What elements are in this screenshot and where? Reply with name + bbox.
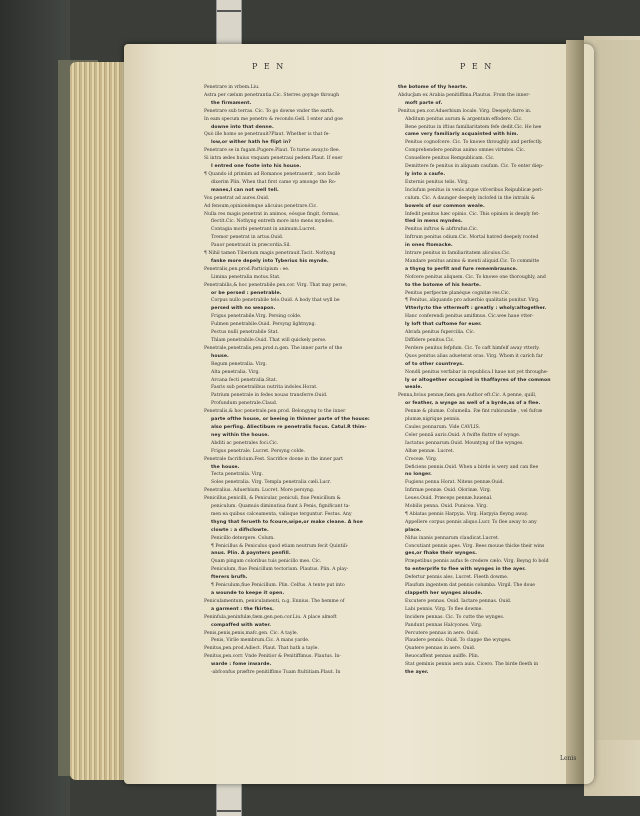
dictionary-line: to the botome of his hearte. [405, 282, 481, 288]
dictionary-line: Appellere corpus pennis aliquo.Lucr. To flee away to any [405, 519, 537, 525]
dictionary-line: Thlam penetrabile.Ouid. That will quickely perse. [211, 338, 327, 343]
dictionary-line: ¶ Penitus, aliquando pro aduerbio qualitatis ponitur. Virg. [405, 298, 540, 304]
dictionary-line: Comprehendere penitus animo omnes virtutes. Cic. [405, 148, 526, 154]
dictionary-line: also perfing. Aliectibum re penetralis focus. Catul.R thim- [211, 424, 367, 430]
dictionary-line: Contagia morbi penetrant in animum.Lucret. [211, 227, 316, 233]
dictionary-line: Penitus cognofcere. Cic. To knowe throughly and perfectly. [405, 140, 543, 146]
dictionary-line: ¶ Penicillus & Peniculus quod etiam neutrum fecit Quintili- [211, 543, 349, 549]
dictionary-line: Frigus penetrale. Lucret. Persyng colde. [211, 448, 306, 454]
page-edges [70, 62, 128, 780]
dictionary-line: Penitus inftrus & abftrufus.Cic. [405, 227, 479, 233]
dictionary-line: ¶ Nihil tamen Tiberium magis penetrauit.Tacit. Nothyng [204, 251, 336, 257]
dictionary-line: Abducʃam ex Arabia penitiffima.Plautus. From the inner- [398, 92, 530, 98]
dictionary-line: a woundе to keepe it open. [211, 591, 285, 596]
dictionary-line: Quos penitus alias adueterat oras. Virg. Whom it carich far [405, 353, 543, 359]
dictionary-line: ¶ Ablatas pennis Harpyia. Virg. Harpyia fleyng away. [405, 511, 529, 517]
dictionary-line: Diffidere penitus.Cic. [405, 338, 455, 343]
dictionary-line: weale. [405, 385, 423, 391]
running-head-right: P E N [460, 62, 494, 71]
dictionary-line: warde : fome inwarde. [211, 662, 272, 668]
dictionary-line: Incidere pennas. Cic. To cutte the wynges. [405, 614, 505, 620]
dictionary-line: Corpus nullo penetrabile telo.Ouid. A body that wyll be [211, 298, 340, 304]
dictionary-line: Plaufum ingentem dat pennis columba. Virgil. The doue [405, 583, 536, 589]
dictionary-line: Penis, Virile membrum.Cic. A mans yarde. [211, 638, 310, 644]
dictionary-line: ges,or fhake their wynges. [405, 551, 477, 557]
dictionary-line: Peniculum, fiue Penicillum tectorium. Plautus. Plin. A play- [211, 567, 349, 573]
dictionary-line: flectit.Cic. Nothyng entreth more into mens myndes. [211, 219, 334, 225]
dictionary-line: Perdere penitus fefpfum. Cic. To caft himfelf away vtterly. [405, 345, 540, 351]
dictionary-line: Intrare penitus in familiaritatem alicuius.Cic. [405, 251, 511, 257]
dictionary-line: Deficiens pennis.Ouid. When a birde is wery and can flee [405, 464, 539, 470]
dictionary-line: ly loft that cuftome for euer. [405, 322, 482, 328]
dictionary-line: Pectus nulli penetrabile Stat. [211, 330, 279, 336]
dictionary-line: Penis,penis,penis,mafc.gen. Cic. A tayle. [204, 630, 299, 636]
dictionary-line: Nondū penitus verfabar in republica.I haue not yet throughe- [405, 369, 549, 375]
dictionary-line: fanke more depely into Tyberius his mynde. [211, 258, 329, 264]
dictionary-line: came very familiarly acquainted with him. [405, 132, 519, 138]
catchword: Lenis [560, 755, 577, 762]
dictionary-line: I entred one foote into his house. [211, 164, 302, 170]
dictionary-line: moft parte of. [405, 100, 443, 106]
dictionary-line: Vtterly:to the vttermoft : greatly : wholy:altogether. [405, 306, 547, 312]
dictionary-line: Pennæ & plumæ. Columella. Fæ fint rubicundæ , vel fufcæ [405, 409, 543, 415]
dictionary-line: Infedit penitus hæc opinio. Cic. This opinion is deeply fet- [405, 211, 540, 217]
dictionary-line: the botome of thy hearte. [398, 85, 468, 90]
dictionary-line: manes,I can not well tell. [211, 187, 279, 193]
dictionary-line: ney within the house. [211, 432, 270, 438]
dictionary-line: or feather, a wynge as well of a byrde,as of a flee. [405, 401, 541, 407]
dictionary-line: parte ofthe house, or beeing in thinner parte of the house: [211, 417, 370, 423]
dictionary-line: Peninfula,peninfulæ,fæm.gen.pen.cor.Liu. A place almoft [204, 614, 337, 620]
dictionary-line: Caules pennarum. Vide CAVLIS. [405, 424, 481, 430]
dictionary-line: Quatere pennas in aere. Ouid. [405, 646, 476, 652]
dictionary-line: tled in mens myndes. [405, 219, 463, 225]
dictionary-line: anus. Plin. A paynters penfill. [211, 551, 291, 557]
dictionary-line: Abditum penitus aurum & argentum effodere. Cic. [405, 116, 523, 122]
dictionary-line: Regum penetralia. Virg. [211, 361, 267, 367]
dictionary-line: Patrium penetrale in fedes nouas transferre.Ouid. [211, 393, 328, 399]
dictionary-line: downe into that denne. [211, 124, 274, 130]
dictionary-line: Abrafa penitus fuperciliа. Cic. [405, 330, 475, 336]
dictionary-line: Percutere pennas in aere. Ouid. [405, 630, 480, 636]
facing-page-shadow [596, 40, 640, 740]
dictionary-line: a garment : the fkirtes. [211, 606, 275, 612]
dictionary-line: a thyng to perfit and fure remembraunce. [405, 266, 518, 272]
dictionary-line: thyng that ferueth to fcoure,wipe,or make cleane. A hoe [211, 519, 363, 525]
dictionary-line: bowels of our common weale. [405, 203, 485, 209]
dictionary-line: house. [211, 353, 229, 359]
dictionary-line: the ayer. [405, 670, 429, 676]
dictionary-line: ¶ Peniculum,fiue Penicillum. Plin. Celfus. A tente put into [211, 583, 345, 589]
dictionary-line: Mandare penitus animo & menti aliquid.Cic. To committe [405, 258, 540, 264]
dictionary-line: Penicillo detergere. Colum. [211, 535, 275, 541]
dictionary-line: Albæ pennæ. Lucret. [405, 448, 455, 454]
dictionary-line: Infirmæ pennæ. Ouid. Olorinæ. Virg. [405, 488, 492, 494]
dictionary-line: Penetralis,pen.prod.Participium : ee. [204, 266, 290, 272]
dictionary-line: low,or wither hath he flipt in? [211, 140, 291, 146]
dictionary-line: Penetrale facrificium.Fest. Sacrifice doone in the inner part [204, 456, 343, 462]
dictionary-line: Penetralius. Aduerbium. Lucret. More persyng. [204, 488, 315, 494]
dictionary-line: ¶ Quando id primùm ad Romanos penetrauerit , non facilè [204, 171, 341, 177]
dictionary-line: in ones ftomacke. [405, 243, 453, 249]
dictionary-line: the firmament. [211, 100, 252, 106]
dictionary-line: Ad fensum,opinionémque alicuius penetrare.Cic. [204, 203, 318, 209]
dictionary-column-left [204, 84, 382, 677]
dictionary-line: Fugiens penna Horat. Nitens pennæ.Ouid. [405, 480, 505, 486]
dictionary-line: Celer pennâ auris.Ouid. A fwifte fluttre of wynge. [405, 432, 521, 438]
dictionary-line: Profundum penetrale.Claud. [211, 401, 278, 407]
dictionary-line: Soles penetralia. Virg. Templa penetralia cæli.Lucr. [211, 480, 332, 486]
dictionary-line: In eam specum me penetro & recondo.Gell. I enter and goe [204, 116, 343, 122]
dictionary-line: place. [405, 527, 422, 533]
dictionary-line: persed with no weapon. [211, 306, 276, 312]
dictionary-line: Si intra ædes huius vnquam penetraui pedem.Plaut. If euer [204, 156, 343, 162]
dictionary-line: Externis penitus telis. Virg. [405, 179, 469, 185]
dictionary-line: to enterprife to flee with wynges in the ayer. [405, 567, 526, 573]
dictionary-line: or be persed : penetrable. [211, 290, 282, 296]
dictionary-line: Penetrare sub terras. Cic. To go downe vnder the earth. [204, 108, 335, 114]
dictionary-line: Croceæ. Virg. [405, 456, 438, 462]
dictionary-line: Inftrum penitus odium.Cic. Mortal hatred deepely rooted [405, 235, 539, 241]
dictionary-line: Penetralis,& hoc penetrale.pen.prod. Belongyng to the inner [204, 409, 346, 415]
dictionary-line: compaffed with water. [211, 622, 272, 628]
dictionary-line: Penetrare in vrbem.Liu. [204, 85, 260, 90]
dictionary-line: Excutere pennas. Ouid. Iactare pennas. Ouid. [405, 598, 512, 604]
dictionary-line: of to other countreys. [405, 361, 464, 367]
dictionary-line: Penetrare se in fugam.Pugere.Plaut. To turne away,to flee. [204, 148, 341, 154]
dictionary-line: Plaudere pennis. Ouid. To clappe the wynges. [405, 638, 512, 644]
dictionary-line: clappeth her wynges aloude. [405, 591, 483, 596]
dictionary-line: Quò ille homo se penetrauit?Plaut. Whether is that fe- [204, 132, 330, 138]
dictionary-line: Bene penitus in iftius familiaritatem fefe dedit.Cic. He hee [405, 124, 542, 130]
dictionary-line: Labi pennis. Virg. To flee dowme. [405, 606, 483, 612]
dictionary-line: Penicillus,penicilli, & Penicular, peniculi, fiue Penicillum & [204, 496, 341, 502]
dictionary-line: Astra per cælum penetrantia.Cic. Sterres goynge through [204, 92, 340, 98]
dictionary-line: Frigus penetrabile.Virg. Persing colde. [211, 314, 302, 320]
dictionary-line: fterers brufh. [211, 575, 248, 581]
dictionary-line: Nifus inanis pennarum claudicat.Lucret. [405, 535, 500, 541]
dictionary-line: clowte : a difhclowte. [211, 527, 269, 533]
dictionary-line: Inclufum penitus in venis atque vifceribus Reipublicæ peri- [405, 187, 544, 193]
dictionary-line: Quam pingam coloribus tuis penicillo meo. Cic. [211, 559, 322, 565]
dictionary-line: Fasris sub penetralibus nutrita indoles.Horat. [211, 385, 318, 391]
running-head-left: P E N [252, 62, 286, 71]
dictionary-line: Abditi ac penetrales foci.Cic. [211, 440, 279, 446]
dictionary-line: Arcana fecti penetralia.Stat. [211, 377, 278, 383]
dictionary-line: the house. [211, 464, 240, 470]
dictionary-line: Demittere fe penitus in aliquam caufam. Cic. To enter diep- [405, 164, 544, 170]
dictionary-line: Limina penetralia motus.Stat. [211, 274, 281, 280]
dictionary-line: ly or altogether occupied in thaffayres of the common [405, 377, 551, 383]
dictionary-line: Peniculamentum, peniculamenti, n.g. Ennius. The hemme of [204, 598, 345, 604]
dictionary-line: Hanc conferendi penitus amifimus. Cic.wee haue vtter- [405, 314, 534, 320]
dictionary-line: Nofcere penitus aliquem. Cic. To knowe one thoroughly, and [405, 274, 546, 280]
dictionary-line: Iactatus pennarum.Ouid. Mountyng of the wynges. [405, 440, 524, 446]
dictionary-line: Fulmen penetrabile.Ouid. Persyng lightnyng. [211, 322, 317, 328]
dictionary-line: Penna,hvius pennæ,fæm.gen.Author eft.Cic. A penne, quill, [398, 393, 537, 399]
dictionary-line: Pandunt pennas Halcyones. Virg. [405, 622, 483, 628]
dictionary-line: Reuocaffent pennas auiffe. Plin. [405, 654, 480, 660]
dictionary-line: Penetrabilis,& hoc penetrabile.pen.cor. Virg. That may perse, [204, 282, 348, 288]
dictionary-line: Tremor penetrat in artus.Ouid. [211, 235, 284, 241]
dictionary-line: dixerim Plin. When that first came vp amonge the Ro- [211, 179, 337, 185]
dictionary-line: plumæ,nigríque pennis. [405, 417, 461, 423]
dictionary-line: Tecta penetralia. Virg. [211, 472, 264, 478]
dictionary-line: Præpetibus pennis aufus fe credere cælo. Virg. Beyng fo bold [405, 559, 549, 565]
dictionary-line: Concutiant pennis apes. Virg. Bees mouue thicke their wins [405, 543, 545, 549]
dictionary-line: Vox penetrat ad aures.Ouid. [204, 195, 270, 201]
dictionary-line: Conuellere penitus Rempublicam. Cic. [405, 156, 495, 162]
dictionary-line: culum. Cic. A daunger deepely inclofed in the intrails & [405, 195, 535, 201]
dictionary-line: Stat geminis pennis aera auis. Cicero. The birde fleeth in [405, 662, 539, 668]
dictionary-line: Nulla res magis penetrat in animos, eósque fingit, formas, [204, 211, 340, 217]
dictionary-column-right [398, 84, 576, 677]
dictionary-line: Leues.Ouid. Præceps pennæ.Iuuenal. [405, 496, 493, 502]
dictionary-line: Defertur pennis ales. Lucret. Fleeth dowme. [405, 575, 509, 581]
dictionary-line: Penitus,pen.corr. Vnde Penitior & Penitiffimus. Plautus. In- [204, 654, 341, 660]
dictionary-line: Penetrale,penetralis,pen.prod.n.gen. The inner parte of the [204, 345, 343, 351]
dictionary-line: -abfconfus præftre penitiffimo Tuam ftultitiam.Plaut. In [211, 670, 341, 676]
dictionary-line: Penitus,pen.cor.Aduerbium locale. Virg. Deepely:farre in. [398, 108, 532, 114]
dictionary-line: Penitus perfpectæ planéque cognitæ res.Cic. [405, 290, 511, 296]
dictionary-line: Penitus,pen.prod.Adiect. Plaut. That hath a tayle. [204, 646, 319, 652]
dictionary-line: no longer. [405, 472, 432, 478]
dictionary-line: men ea quibus calceamenta, valisque terguntur. Festus. Any [211, 511, 352, 517]
dictionary-line: Mobilis penna. Ouid. Punicea. Virg. [405, 504, 488, 510]
dictionary-line: ly into a caufe. [405, 171, 446, 177]
dictionary-line: Alta penetralia. Virg. [211, 369, 260, 375]
dictionary-line: Pauor penetrauit in præcordia.Sil. [211, 243, 291, 249]
dictionary-line: peniculum. Quamuis diminutiua fiunt à Penis, fignificant ta- [211, 504, 351, 510]
